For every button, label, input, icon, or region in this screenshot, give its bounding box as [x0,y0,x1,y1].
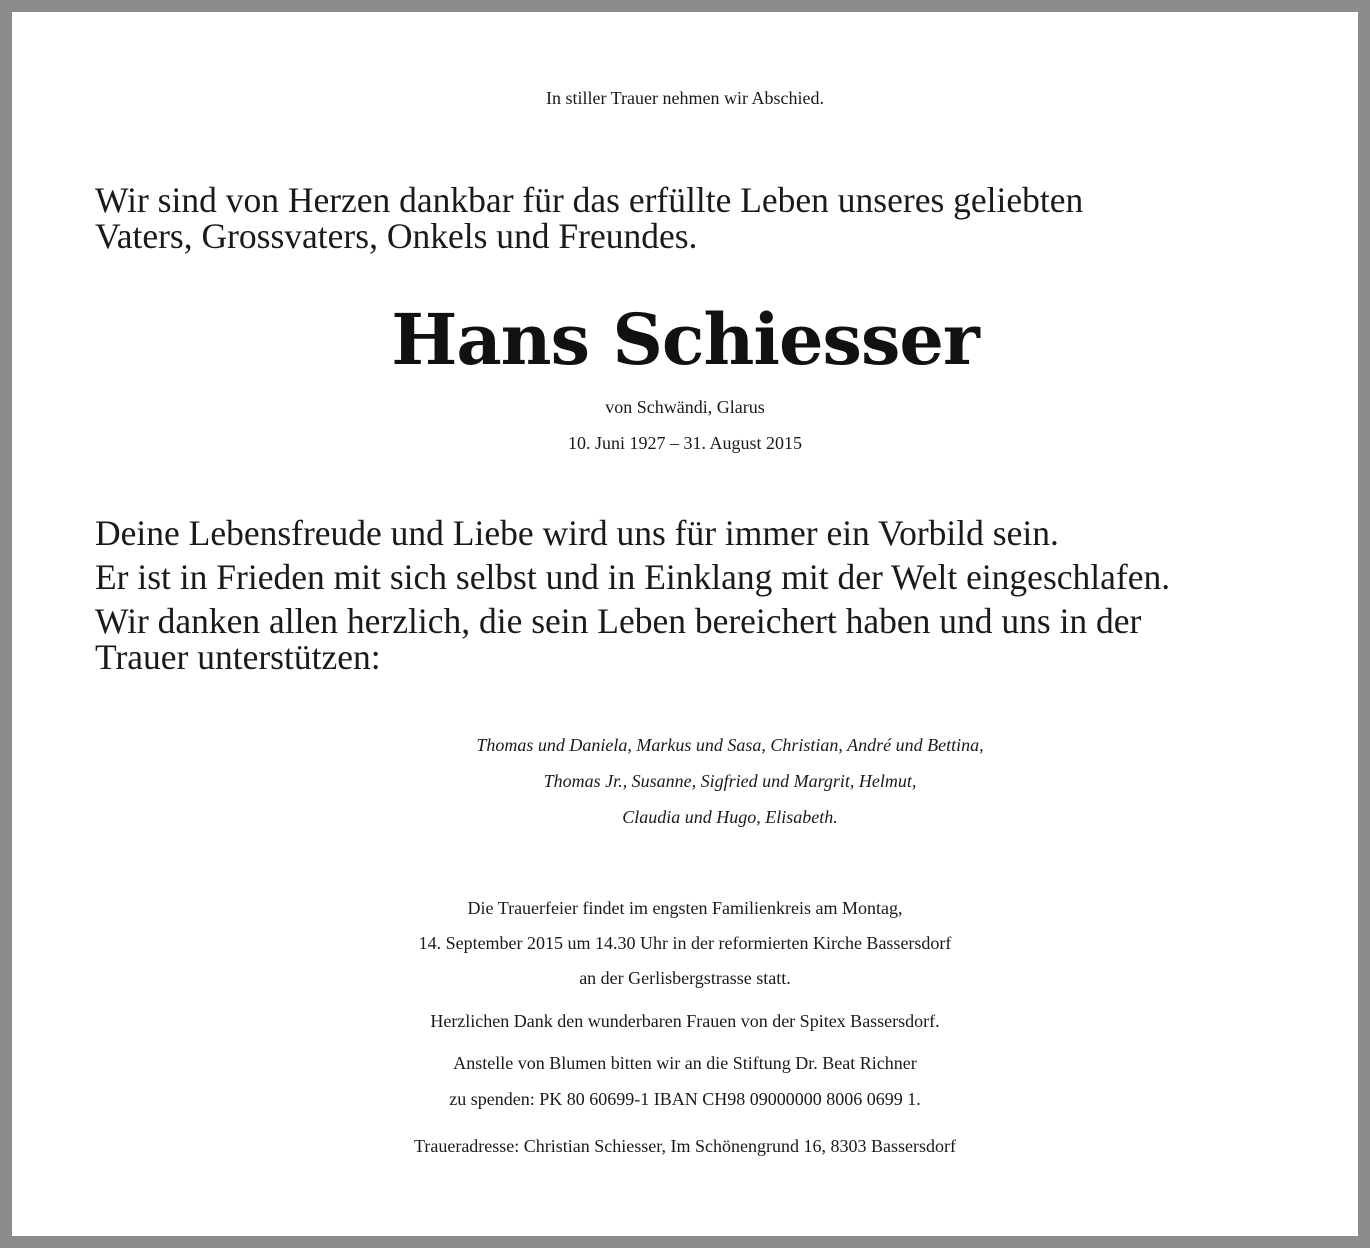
message-line-2: Er ist in Frieden mit sich selbst und in Einklang mit der Welt eingeschlafen. [95,557,1171,597]
deceased-origin: von Schwändi, Glarus [605,397,765,417]
intro-line-1: Wir sind von Herzen dankbar für das erfüllte Leben unseres geliebten [95,180,1084,220]
mourners-line-3: Claudia und Hugo, Elisabeth. [622,807,838,827]
message-line-4: Trauer unterstützen: [95,637,381,677]
message-line-3: Wir danken allen herzlich, die sein Leben bereichert haben und uns in der [95,601,1142,641]
thanks-line: Herzlichen Dank den wunderbaren Frauen von der Spitex Bassersdorf. [430,1011,940,1031]
ceremony-line-3: an der Gerlisbergstrasse statt. [579,968,791,988]
mourners-line-2: Thomas Jr., Susanne, Sigfried und Margrit, Helmut, [543,771,917,791]
ceremony-line-1: Die Trauerfeier findet im engsten Familienkreis am Montag, [467,898,903,918]
deceased-dates: 10. Juni 1927 – 31. August 2015 [567,433,803,453]
intro-line-2: Vaters, Grossvaters, Onkels und Freundes. [95,216,698,256]
donation-line-1: Anstelle von Blumen bitten wir an die Stiftung Dr. Beat Richner [453,1053,917,1073]
deceased-name: Hans Schiesser [391,298,979,381]
mourning-address: Traueradresse: Christian Schiesser, Im Schönengrund 16, 8303 Bassersdorf [413,1136,957,1156]
mourners-line-1: Thomas und Daniela, Markus und Sasa, Christian, André und Bettina, [476,735,984,755]
opening-motto: In stiller Trauer nehmen wir Abschied. [546,88,824,108]
message-line-1: Deine Lebensfreude und Liebe wird uns für immer ein Vorbild sein. [95,513,1059,553]
donation-line-2: zu spenden: PK 80 60699-1 IBAN CH98 09000000 8006 0699 1. [449,1089,921,1109]
ceremony-line-2: 14. September 2015 um 14.30 Uhr in der reformierten Kirche Bassersdorf [418,933,952,953]
